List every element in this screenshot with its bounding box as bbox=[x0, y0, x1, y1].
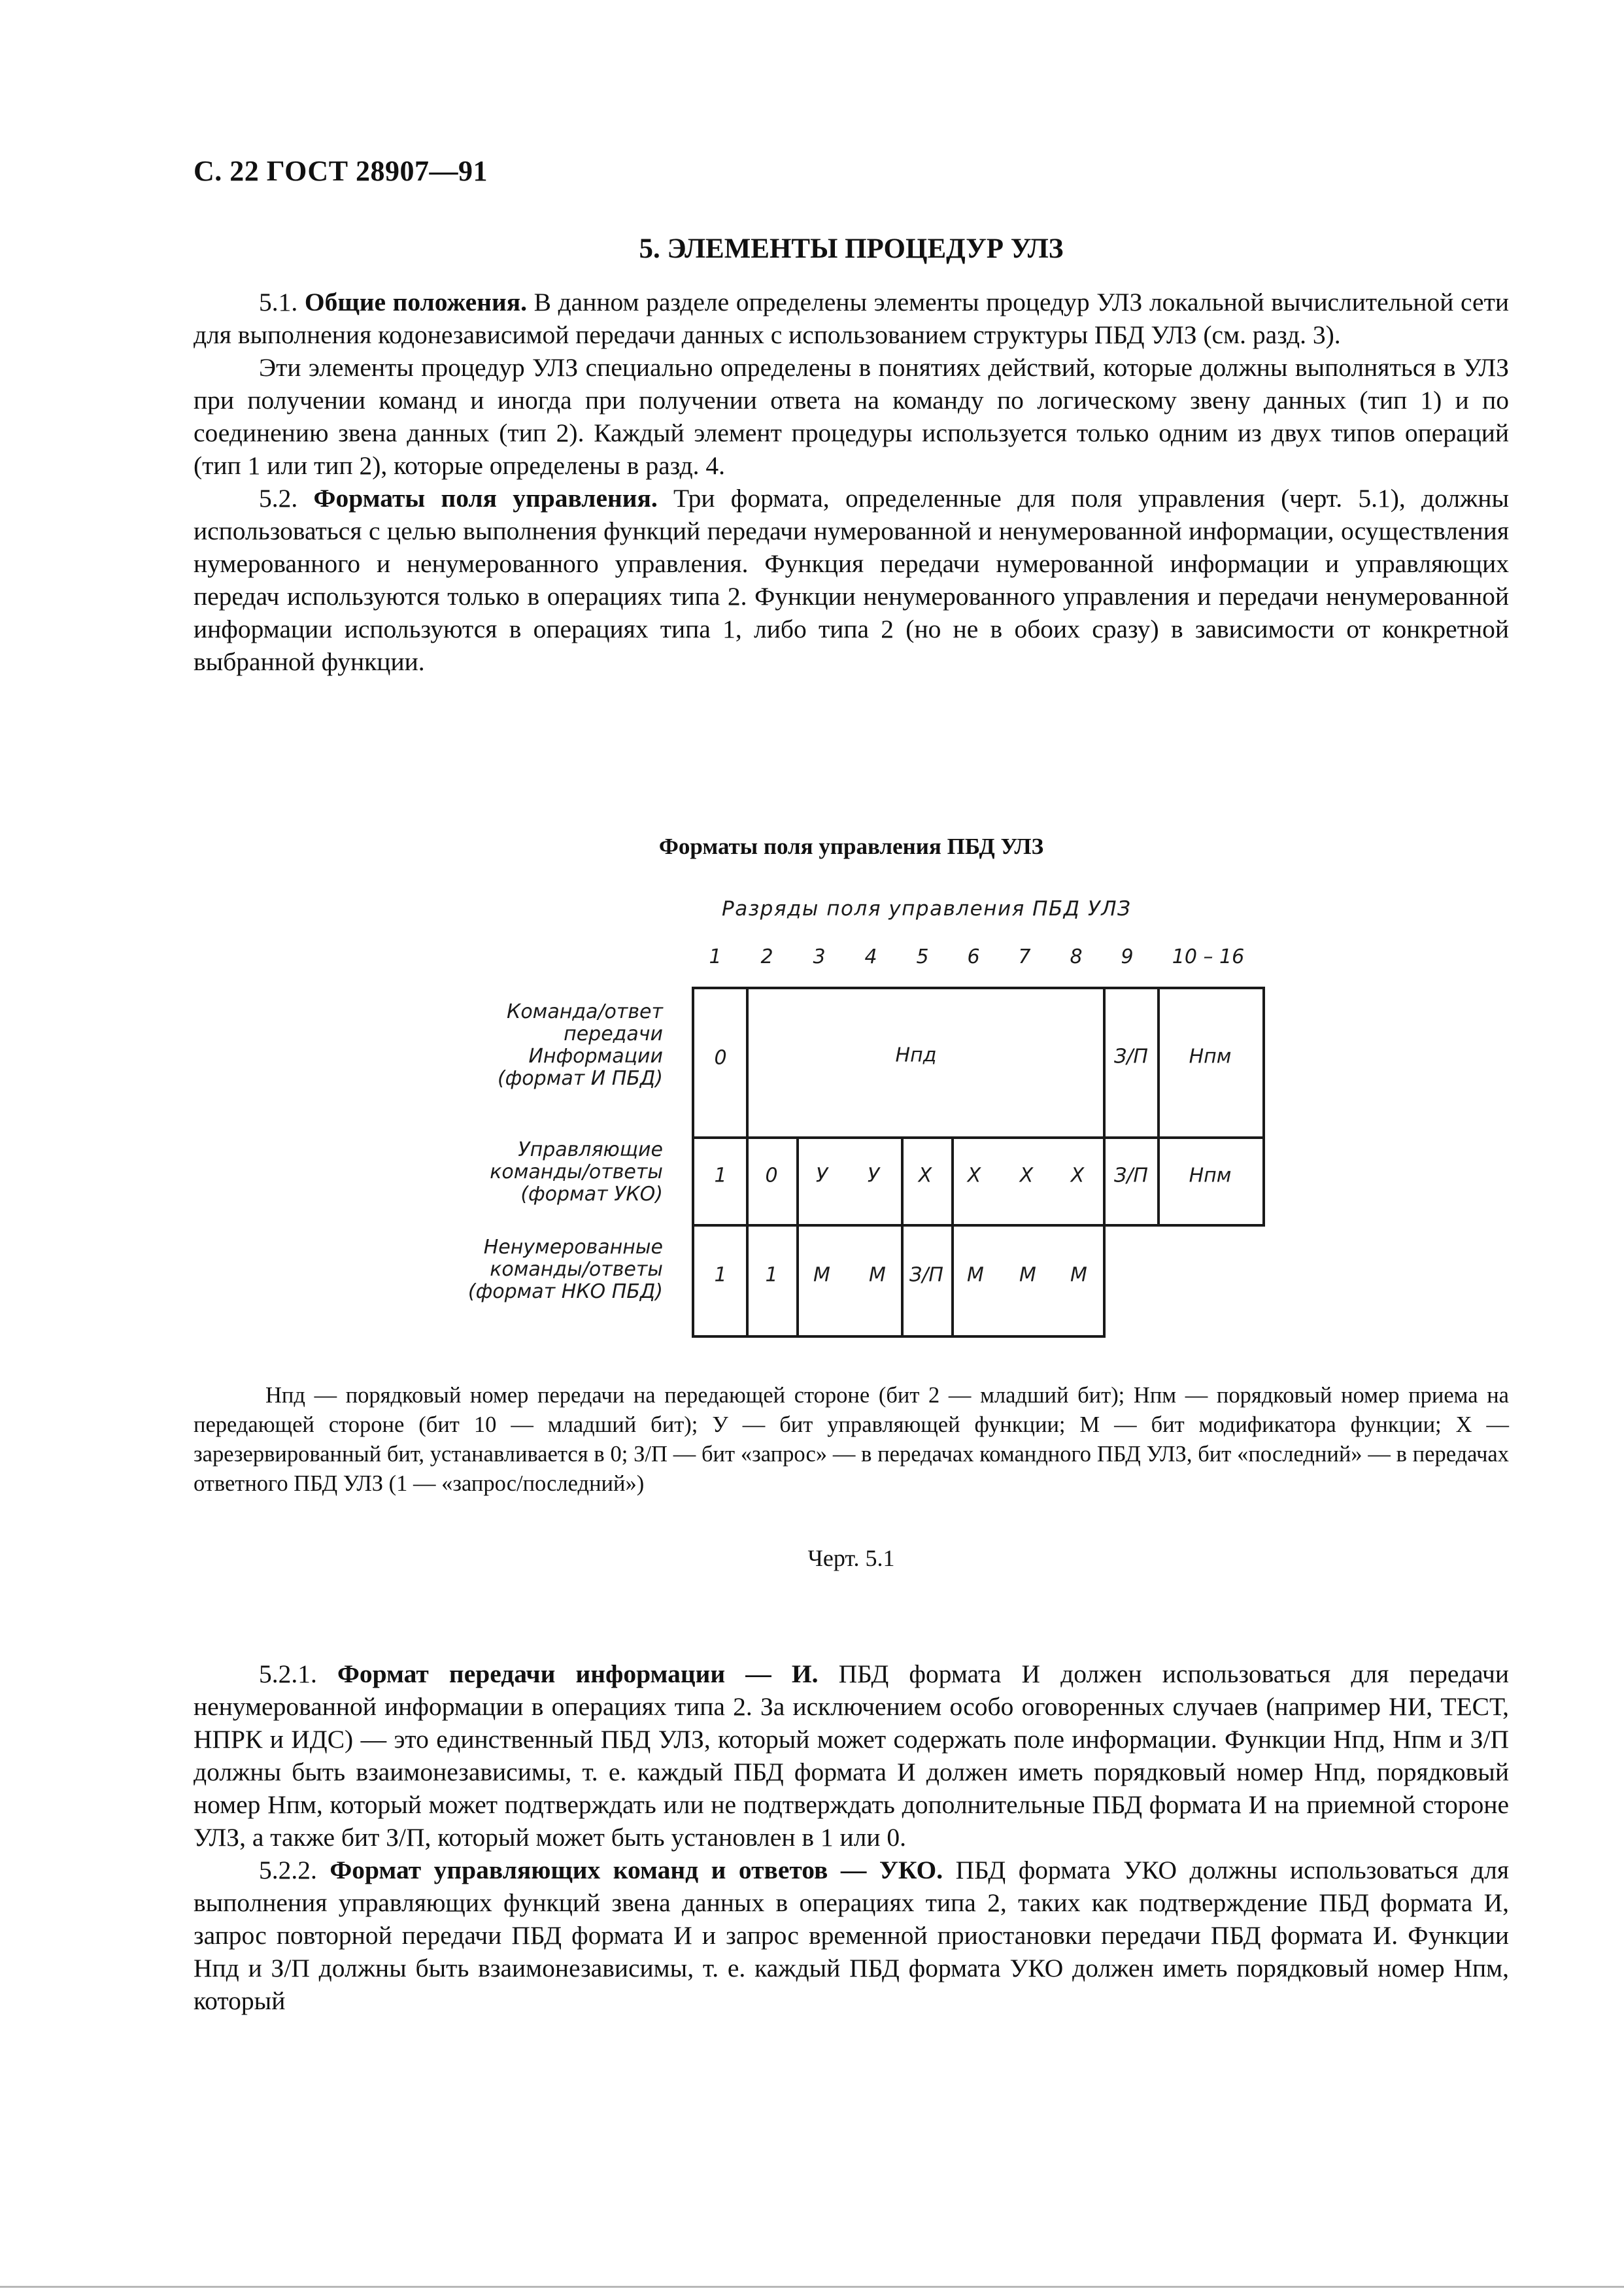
figure-legend: Нпд — порядковый номер передачи на передающей стороне (бит 2 — младший бит); Нпм — порядковый номер приема на передающей стороне (бит 10 — младший бит); У — бит управляющей функции; М — бит модификатора функции; Х — зарезервированный бит, устанавливается в 0; З/П — бит «запрос» — в передачах командного ПБД УЛЗ, бит «последний» — в передачах ответного ПБД УЛЗ (1 — «запрос/последний») bbox=[194, 1383, 1509, 1496]
bit-number-3: 3 bbox=[813, 945, 826, 968]
table-line bbox=[692, 1136, 1264, 1139]
bit-number-6: 6 bbox=[967, 945, 980, 968]
page-header: С. 22 ГОСТ 28907—91 bbox=[194, 155, 488, 187]
figure-caption: Черт. 5.1 bbox=[807, 1545, 895, 1571]
table-line bbox=[692, 1335, 1105, 1338]
paragraph-heading: Форматы поля управления. bbox=[313, 484, 658, 513]
paragraph-heading: Формат управляющих команд и ответов — УКО. bbox=[330, 1856, 943, 1884]
intro-text-block bbox=[194, 286, 1509, 678]
table-line bbox=[796, 1138, 799, 1338]
bit-number-9: 9 bbox=[1121, 945, 1134, 968]
section-title: 5. ЭЛЕМЕНТЫ ПРОЦЕДУР УЛЗ bbox=[639, 233, 1064, 264]
bit-number-7: 7 bbox=[1018, 945, 1031, 968]
cell-uko-bit7: Х bbox=[1019, 1164, 1034, 1187]
cell-i-zp: З/П bbox=[1114, 1045, 1148, 1068]
bit-number-10-16: 10 – 16 bbox=[1172, 945, 1245, 968]
cell-uko-bit3: У bbox=[815, 1164, 828, 1187]
table-line bbox=[692, 1224, 1264, 1227]
row-label-uko-format: Управляющие команды/ответы (формат УКО) bbox=[490, 1138, 663, 1206]
cell-nko-zp: З/П bbox=[909, 1263, 943, 1287]
cell-i-npm: Нпм bbox=[1189, 1045, 1232, 1068]
table-line bbox=[951, 1138, 954, 1338]
bit-number-4: 4 bbox=[864, 945, 877, 968]
figure-title: Форматы поля управления ПБД УЛЗ bbox=[658, 834, 1044, 859]
paragraph-5-2-1: 5.2.1. Формат передачи информации — И. ПБД формата И должен использоваться для передачи ненумерованной информации в операциях типа 2. За исключением особо оговоренных случаев (например НИ, ТЕСТ, НПРК и ИДС) — это единственный ПБД УЛЗ, который может содержать поле информации. Функции Нпд, Нпм и З/П должны быть взаимонезависимы, т. е. каждый ПБД формата И должен иметь порядковый номер Нпд, порядковый номер Нпм, который может подтверждать или не подтверждать дополнительные ПБД формата И на приемной стороне УЛЗ, а также бит З/П, который может быть установлен в 1 или 0. bbox=[194, 1659, 1509, 1852]
paragraph-5-1: 5.1. Общие положения. В данном разделе определены элементы процедур УЛЗ локальной вычислительной сети для выполнения кодонезависимой передачи данных с использованием структуры ПБД УЛЗ (см. разд. 3). bbox=[194, 288, 1509, 349]
bit-number-1: 1 bbox=[709, 945, 722, 968]
bit-number-8: 8 bbox=[1070, 945, 1083, 968]
paragraph-heading: Общие положения. bbox=[304, 288, 527, 316]
row-label-nko-format: Ненумерованные команды/ответы (формат НКО ПБД) bbox=[467, 1236, 663, 1303]
cell-nko-bit2: 1 bbox=[765, 1263, 778, 1287]
cell-uko-bit4: У bbox=[867, 1164, 880, 1187]
cell-uko-bit5: Х bbox=[918, 1164, 932, 1187]
cell-uko-bit8: Х bbox=[1070, 1164, 1085, 1187]
table-line bbox=[1157, 987, 1160, 1227]
table-line bbox=[746, 987, 749, 1338]
cell-uko-bit1: 1 bbox=[714, 1164, 727, 1187]
table-line bbox=[1103, 987, 1106, 1338]
paragraph-5-1-cont: Эти элементы процедур УЛЗ специально определены в понятиях действий, которые должны выполняться в УЛЗ при получении команд и иногда при получении ответа на команду по логическому звену данных (тип 1) и по соединению звена данных (тип 2). Каждый элемент процедуры используется только одним из двух типов операций (тип 1 или тип 2), которые определены в разд. 4. bbox=[194, 353, 1509, 480]
cell-nko-bit3: М bbox=[813, 1263, 830, 1287]
paragraph-heading: Формат передачи информации — И. bbox=[337, 1659, 819, 1688]
cell-i-bit1: 0 bbox=[714, 1046, 727, 1070]
cell-nko-bit8: М bbox=[1070, 1263, 1087, 1287]
cell-uko-bit6: Х bbox=[967, 1164, 981, 1187]
cell-nko-bit4: М bbox=[869, 1263, 886, 1287]
bit-number-2: 2 bbox=[760, 945, 773, 968]
cell-i-npd: Нпд bbox=[895, 1044, 937, 1067]
scan-edge-line bbox=[0, 2286, 1624, 2288]
cell-uko-bit2: 0 bbox=[765, 1164, 778, 1187]
paragraph-5-2: 5.2. Форматы поля управления. Три формата, определенные для поля управления (черт. 5.1), должны использоваться с целью выполнения функций передачи нумерованной и ненумерованной информации, осуществления нумерованного и ненумерованного управления. Функция передачи нумерованной информации и управляющих передач используются только в операциях типа 2. Функции ненумерованного управления и передачи ненумерованной информации используются в операциях типа 1, либо типа 2 (но не в обоих сразу) в зависимости от конкретной выбранной функции. bbox=[194, 484, 1510, 676]
table-line bbox=[1262, 987, 1265, 1227]
table-line bbox=[692, 987, 1264, 989]
body-text-block bbox=[194, 1658, 1509, 2017]
paragraph-5-2-2: 5.2.2. Формат управляющих команд и ответов — УКО. ПБД формата УКО должны использоваться для выполнения управляющих функций звена данных в операциях типа 2, таких как подтверждение ПБД формата И, запрос повторной передачи ПБД формата И и запрос временной приостановки передачи ПБД формата И. Функции Нпд и З/П должны быть взаимонезависимы, т. е. каждый ПБД формата УКО должен иметь порядковый номер Нпм, который bbox=[194, 1856, 1510, 2015]
bit-number-5: 5 bbox=[916, 945, 929, 968]
cell-nko-bit1: 1 bbox=[714, 1263, 727, 1287]
table-line bbox=[692, 987, 694, 1338]
cell-uko-zp: З/П bbox=[1114, 1164, 1148, 1187]
table-line bbox=[901, 1138, 904, 1338]
figure-subtitle: Разряды поля управления ПБД УЛЗ bbox=[722, 897, 1132, 921]
cell-nko-bit6: М bbox=[967, 1263, 984, 1287]
row-label-i-format: Команда/ответ передачи Информации (формат И ПБД) bbox=[497, 1000, 663, 1090]
cell-nko-bit7: М bbox=[1019, 1263, 1036, 1287]
cell-uko-npm: Нпм bbox=[1189, 1164, 1232, 1187]
